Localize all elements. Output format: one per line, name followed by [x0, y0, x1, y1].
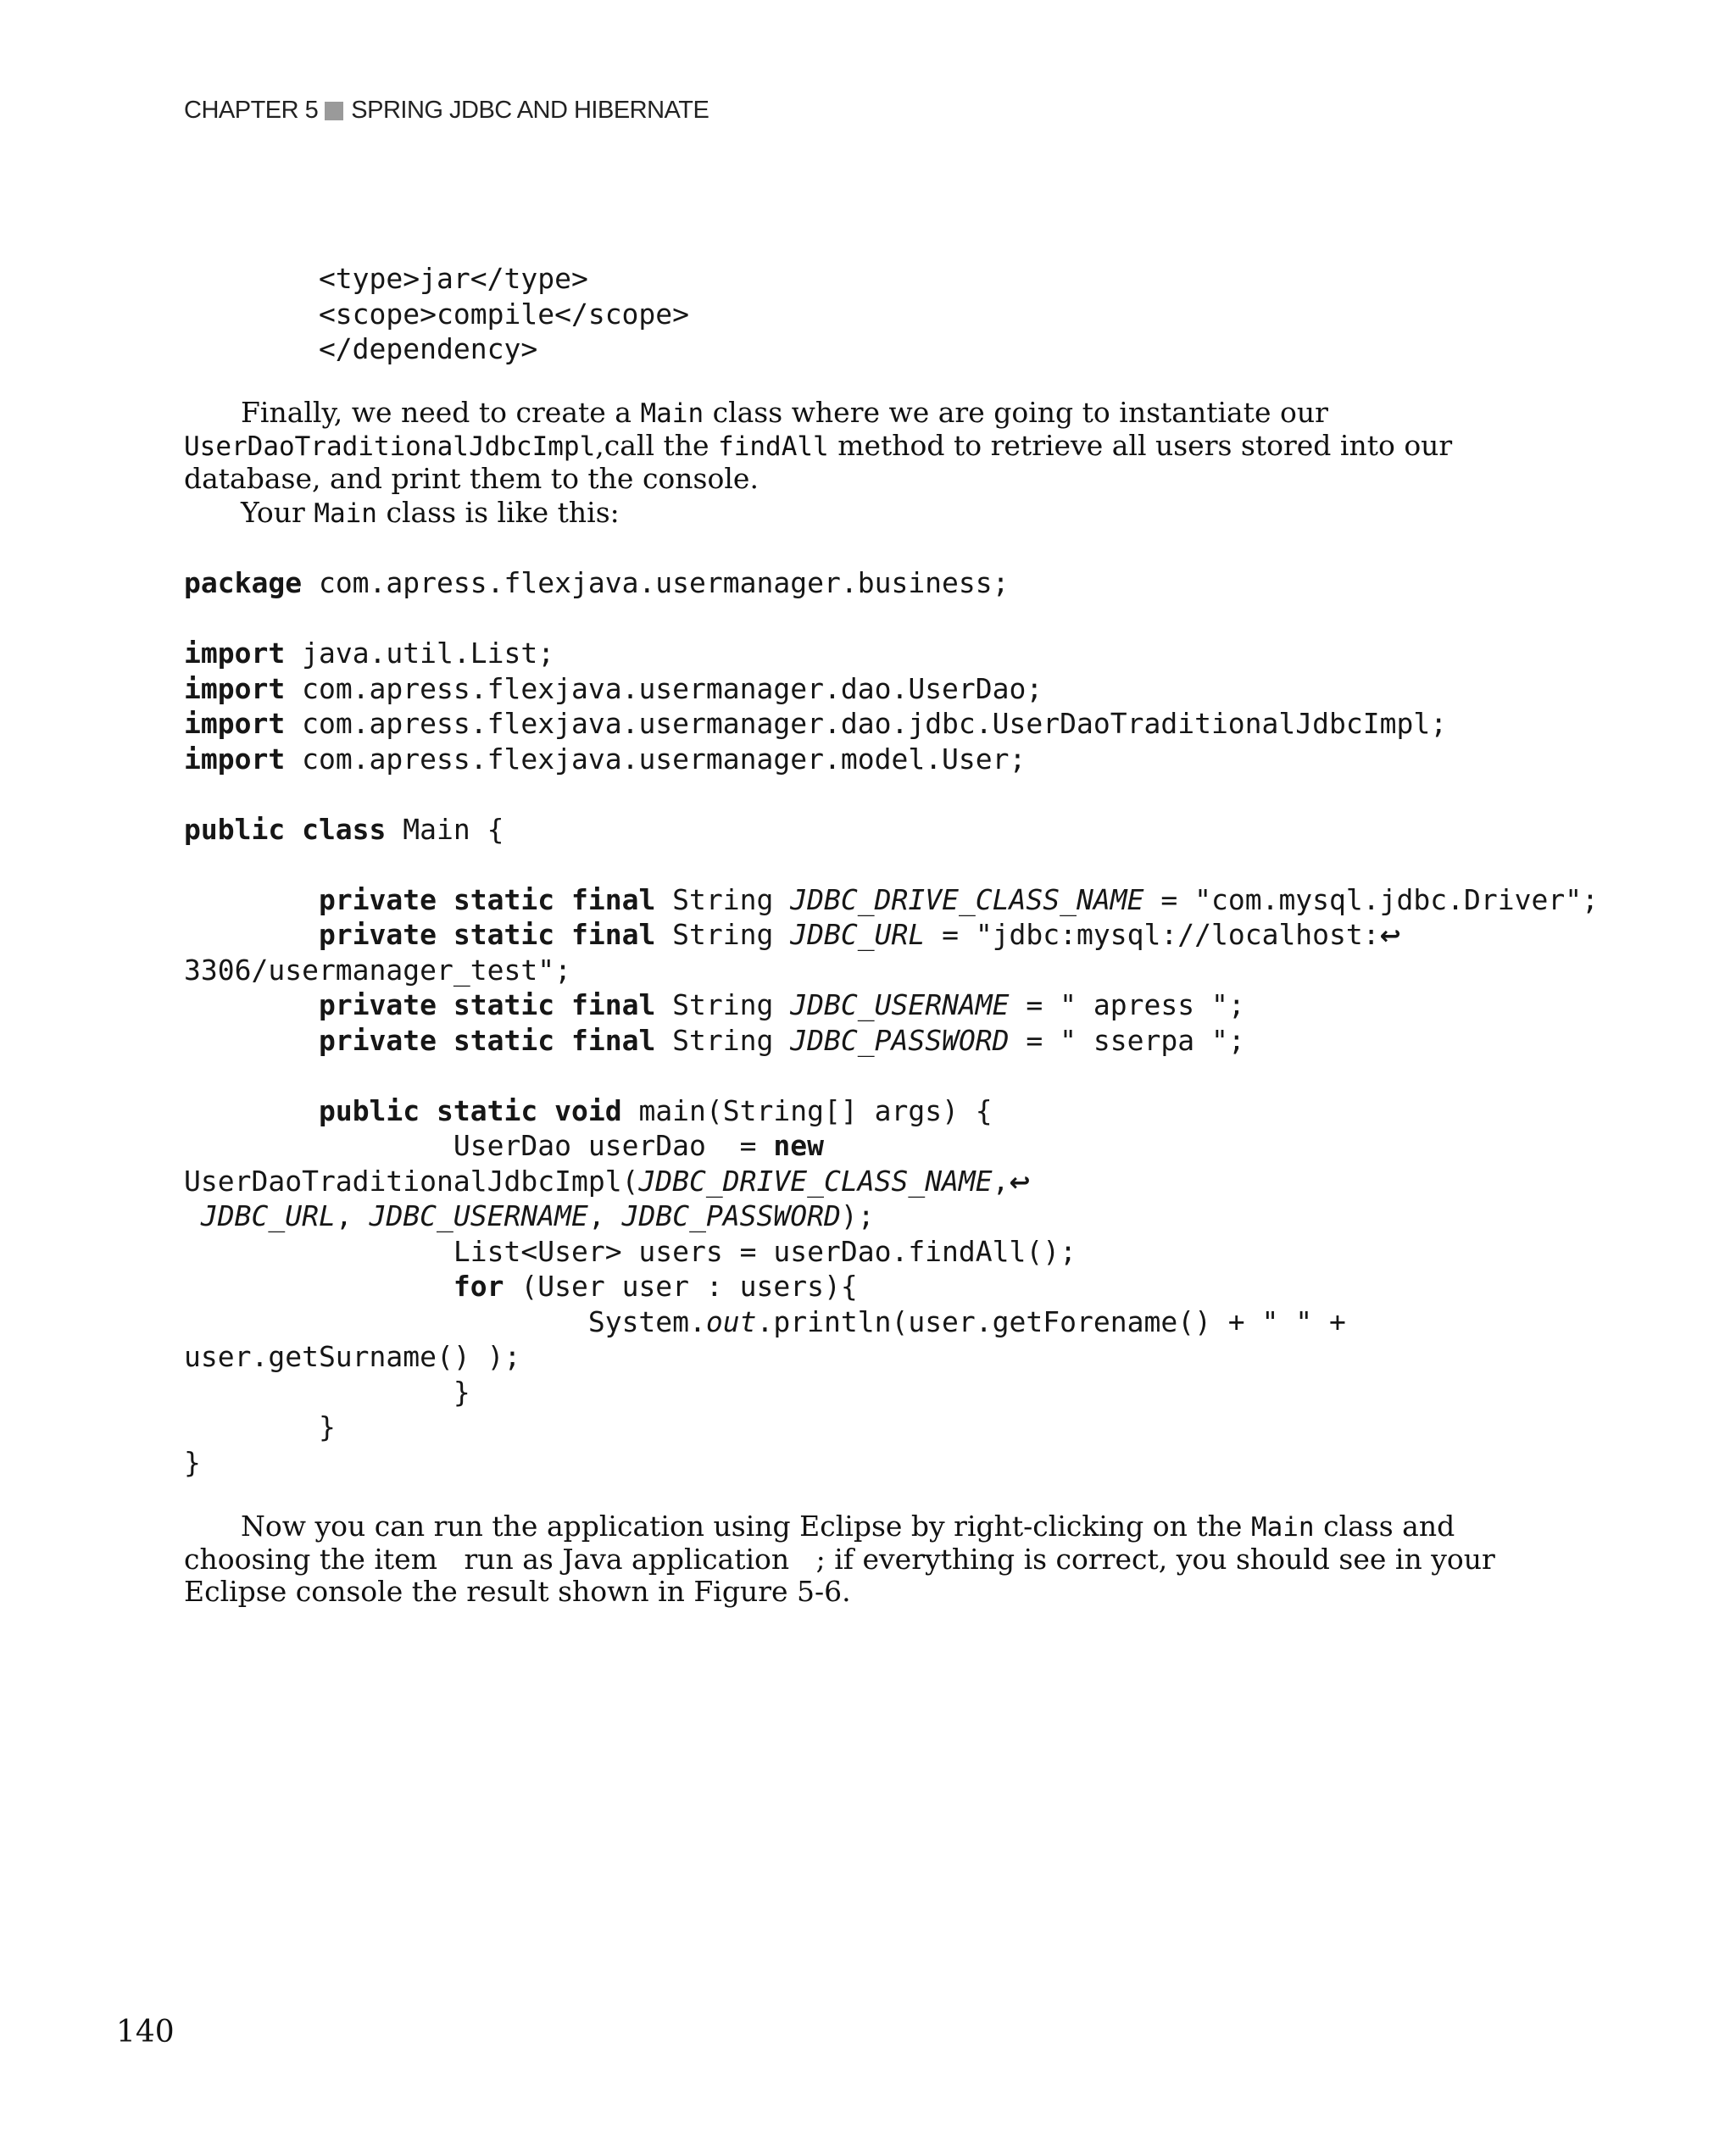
inline-code: Main — [1250, 1512, 1315, 1543]
code-text: = "jdbc:mysql://localhost: — [925, 918, 1380, 951]
code-line-close-for — [184, 1375, 1599, 1410]
code-text: = " sserpa "; — [1009, 1023, 1245, 1057]
keyword: import — [184, 637, 286, 670]
code-text: UserDaoTraditionalJdbcImpl( — [184, 1164, 639, 1198]
inline-code: Main — [640, 398, 704, 429]
keyword: import — [184, 671, 286, 705]
code-line-import — [184, 742, 1599, 777]
code-text: com.apress.flexjava.usermanager.business; — [302, 566, 1010, 599]
line-continuation-icon: ↩ — [1009, 1167, 1031, 1198]
code-line-continuation — [184, 1164, 1599, 1199]
code-line-field — [184, 882, 1599, 918]
code-text: main(String[] args) { — [621, 1093, 993, 1127]
code-line-blank — [184, 847, 1599, 882]
code-text: user.getSurname() ); — [184, 1340, 521, 1373]
keyword: package — [184, 566, 303, 599]
code-text: java.util.List; — [285, 637, 555, 670]
code-line-blank — [184, 776, 1599, 812]
constant-name: JDBC_PASSWORD — [621, 1199, 841, 1232]
code-text: (User user : users){ — [504, 1270, 858, 1303]
code-line-field — [184, 987, 1599, 1023]
code-line-field — [184, 1023, 1599, 1059]
code-line-import — [184, 671, 1599, 707]
code-line-for — [184, 1269, 1599, 1304]
code-line-dao-decl — [184, 1128, 1599, 1164]
square-separator-icon — [325, 102, 343, 120]
code-line: <scope>compile</scope> — [184, 297, 690, 331]
code-text: com.apress.flexjava.usermanager.dao.UserDao; — [285, 671, 1043, 705]
constant-name: JDBC_URL — [200, 1199, 336, 1232]
keyword: import — [184, 742, 286, 776]
paragraph-main-class-lead — [184, 497, 1523, 530]
keyword: import — [184, 707, 286, 740]
code-text: com.apress.flexjava.usermanager.dao.jdbc.UserDaoTraditionalJdbcImpl; — [285, 707, 1448, 740]
code-line-close-class — [184, 1445, 1599, 1481]
text-run: Finally, we need to create a — [241, 396, 641, 429]
page-number: 140 — [116, 2015, 175, 2049]
constant-name: JDBC_DRIVE_CLASS_NAME — [638, 1164, 993, 1198]
keyword: public static void — [318, 1093, 622, 1127]
text-run: ,call the — [595, 429, 719, 462]
constant-name: JDBC_PASSWORD — [790, 1023, 1010, 1057]
code-text: , — [992, 1164, 1010, 1198]
code-line-blank — [184, 1058, 1599, 1093]
chapter-label: CHAPTER 5 — [184, 97, 319, 124]
keyword: private static final — [318, 882, 656, 916]
text-run: class is like this: — [376, 496, 620, 529]
code-line-close-main — [184, 1410, 1599, 1445]
code-line-println — [184, 1304, 1599, 1340]
code-text: Main { — [386, 812, 504, 846]
code-line: </dependency> — [184, 332, 538, 365]
keyword: for — [453, 1270, 504, 1303]
code-text: .println(user.getForename() + " " + — [756, 1304, 1346, 1338]
text-run: class where we are going to instantiate our — [704, 396, 1328, 429]
constant-name: JDBC_USERNAME — [369, 1199, 588, 1232]
code-text: } — [453, 1375, 470, 1409]
code-text: List<User> users = userDao.findAll(); — [453, 1234, 1077, 1268]
text-run: class and choosing the item run as Java application ; if everything is correct, you should see in your Eclipse console the result shown in Figure 5-6. — [184, 1510, 1495, 1608]
text-run: Now you can run the application using Eclipse by right-clicking on the — [241, 1510, 1251, 1543]
code-line-list — [184, 1234, 1599, 1270]
code-text: 3306/usermanager_test"; — [184, 953, 571, 987]
code-text: String — [655, 918, 791, 951]
code-text: = "com.mysql.jdbc.Driver"; — [1143, 882, 1599, 916]
code-listing-main-class — [184, 565, 1599, 1480]
code-line-class-decl — [184, 812, 1599, 848]
code-text: } — [184, 1445, 201, 1479]
keyword: private static final — [318, 988, 656, 1021]
text-run: method to retrieve all users stored into our database, and print them to the console. — [184, 429, 1453, 495]
static-field: out — [705, 1304, 757, 1338]
code-line-continuation — [184, 1339, 1599, 1375]
code-text: String — [655, 988, 791, 1021]
constant-name: JDBC_USERNAME — [790, 988, 1010, 1021]
code-line: <type>jar</type> — [184, 262, 588, 295]
code-line-blank — [184, 601, 1599, 637]
code-line-main-decl — [184, 1093, 1599, 1129]
code-line-import — [184, 706, 1599, 742]
keyword: private static final — [318, 1023, 656, 1057]
code-line-continuation — [184, 953, 1599, 988]
code-line-import — [184, 636, 1599, 671]
code-text: } — [318, 1410, 336, 1443]
code-text: , — [335, 1199, 370, 1232]
paragraph-main-class-intro — [184, 397, 1523, 495]
constant-name: JDBC_URL — [790, 918, 926, 951]
inline-code: findAll — [718, 431, 829, 462]
code-line-package — [184, 565, 1599, 601]
code-text: = " apress "; — [1009, 988, 1245, 1021]
code-text: String — [655, 1023, 791, 1057]
inline-code: UserDaoTraditionalJdbcImpl — [184, 431, 596, 462]
code-text: com.apress.flexjava.usermanager.model.User; — [285, 742, 1027, 776]
code-text: ); — [840, 1199, 875, 1232]
chapter-title: SPRING JDBC AND HIBERNATE — [351, 97, 709, 124]
code-text: System. — [587, 1304, 706, 1338]
code-text: , — [587, 1199, 622, 1232]
code-text: String — [655, 882, 791, 916]
paragraph-run-instructions — [184, 1510, 1523, 1608]
constant-name: JDBC_DRIVE_CLASS_NAME — [790, 882, 1144, 916]
running-head — [184, 97, 709, 125]
line-continuation-icon: ↩ — [1379, 921, 1401, 951]
inline-code: Main — [314, 498, 377, 529]
code-line-field — [184, 917, 1599, 953]
code-line-continuation — [184, 1198, 1599, 1234]
text-run: Your — [241, 496, 314, 529]
keyword: private static final — [318, 918, 656, 951]
keyword: public class — [184, 812, 387, 846]
keyword: new — [773, 1129, 824, 1162]
code-listing-pom-tail — [184, 261, 689, 367]
code-text: UserDao userDao = — [453, 1129, 774, 1162]
